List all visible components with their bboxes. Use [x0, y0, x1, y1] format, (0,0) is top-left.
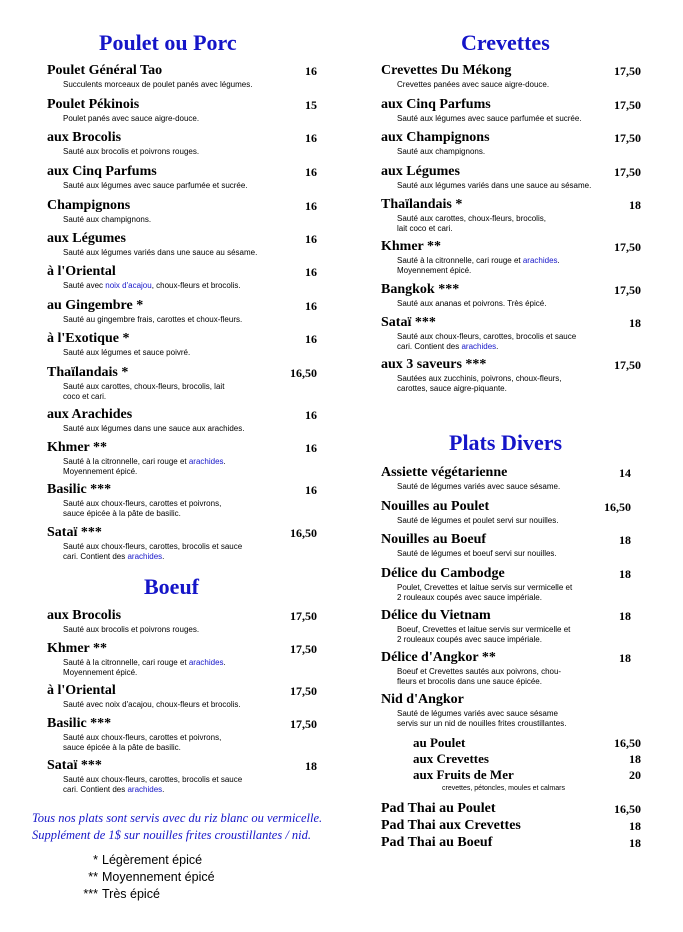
- menu-item-description: [63, 658, 226, 678]
- menu-item-description: Sauté aux brocolis et poivrons rouges.: [63, 625, 200, 634]
- description-text: Sauté aux choux-fleurs, carottes, brocolis et sauce cari. Contient des: [63, 775, 243, 794]
- legend-row: [52, 852, 215, 869]
- menu-item-price: 16: [305, 299, 317, 313]
- menu-item-description: Boeuf, Crevettes et laitue servis sur vermicelle et 2 rouleaux coupés avec sauce impériale.: [397, 625, 571, 644]
- menu-item-name: Pad Thai au Poulet: [381, 801, 496, 816]
- legend-stars: **: [88, 870, 98, 884]
- menu-item-description: [397, 332, 576, 352]
- menu-item-price: 17,50: [290, 717, 317, 731]
- menu-item-name: Délice du Cambodge: [381, 566, 505, 581]
- menu-item-price: 17,50: [614, 131, 641, 145]
- menu-item-name: à l'Oriental: [47, 264, 116, 279]
- description-text: .: [162, 785, 165, 794]
- menu-item-price: 17,50: [614, 64, 641, 78]
- description-text: . Moyennement épicé.: [63, 658, 226, 677]
- menu-item-name: aux 3 saveurs ***: [381, 357, 487, 372]
- menu-item-price: 16,50: [290, 366, 317, 380]
- menu-item-price: 18: [629, 198, 641, 212]
- description-text: Sauté aux choux-fleurs, carottes, brocolis et sauce cari. Contient des: [397, 332, 577, 351]
- menu-item-description: Sauté aux champignons.: [63, 215, 152, 224]
- menu-item-description: [63, 775, 242, 795]
- allergen-highlight: arachides: [461, 342, 497, 351]
- menu-item-name: au Poulet: [413, 735, 466, 750]
- menu-item-price: 16: [305, 64, 317, 78]
- menu-item-description: Sauté aux carottes, choux-fleurs, brocolis, lait coco et cari.: [63, 382, 225, 401]
- menu-item-name: aux Fruits de Mer: [413, 767, 514, 782]
- menu-item-price: 16: [305, 483, 317, 497]
- menu-item-price: 16: [305, 199, 317, 213]
- menu-item-name: Khmer **: [47, 641, 108, 656]
- menu-item-name: Sataï ***: [381, 315, 436, 330]
- menu-item-price: 17,50: [614, 240, 641, 254]
- menu-item-description: Sauté aux choux-fleurs, carottes et poivrons, sauce épicée à la pâte de basilic.: [63, 733, 222, 752]
- menu-item-price: 14: [619, 466, 631, 480]
- menu-item-price: 18: [619, 609, 631, 623]
- section-title-crevettes: Crevettes: [461, 30, 550, 55]
- menu-item-name: Basilic ***: [47, 482, 112, 497]
- legend-label: Très épicé: [102, 887, 160, 901]
- serving-note-line2: Supplément de 1$ sur nouilles frites croustillantes / nid.: [32, 828, 312, 842]
- menu-item-price: 18: [619, 533, 631, 547]
- serving-note: [32, 810, 322, 844]
- menu-item-name: aux Arachides: [47, 407, 133, 422]
- menu-item-name: au Gingembre *: [47, 298, 144, 313]
- menu-item-name: Nouilles au Poulet: [381, 499, 490, 514]
- menu-item-price: 15: [305, 98, 317, 112]
- menu-item-price: 16: [305, 131, 317, 145]
- menu-item-name: Khmer **: [47, 440, 108, 455]
- legend-label: Moyennement épicé: [102, 870, 215, 884]
- section-title-poulet: Poulet ou Porc: [99, 30, 237, 55]
- menu-item-description: Sauté aux carottes, choux-fleurs, brocolis, lait coco et cari.: [397, 214, 546, 233]
- menu-item-price: 16: [305, 441, 317, 455]
- menu-item-name: Bangkok ***: [381, 282, 460, 297]
- menu-item-description: Sauté de légumes et boeuf servi sur nouilles.: [397, 549, 557, 558]
- menu-item-price: 18: [619, 651, 631, 665]
- menu-item-name: aux Brocolis: [47, 130, 122, 145]
- menu-item-name: Nid d'Angkor: [381, 692, 464, 707]
- menu-item-description: Succulents morceaux de poulet panés avec légumes.: [63, 80, 253, 89]
- menu-item-price: 16: [305, 265, 317, 279]
- menu-item-price: 17,50: [614, 358, 641, 372]
- menu-item-price: 17,50: [290, 609, 317, 623]
- allergen-highlight: arachides: [127, 552, 163, 561]
- description-text: .: [496, 342, 499, 351]
- menu-item-description: Poulet, Crevettes et laitue servis sur vermicelle et 2 rouleaux coupés avec sauce impériale.: [397, 583, 573, 602]
- description-text: Sauté à la citronnelle, cari rouge et: [397, 256, 523, 265]
- menu-item-price: 17,50: [614, 98, 641, 112]
- description-text: Sauté aux choux-fleurs, carottes, brocolis et sauce cari. Contient des: [63, 542, 243, 561]
- menu-item-name: aux Crevettes: [413, 751, 489, 766]
- menu-item-description: Sauté aux champignons.: [397, 147, 486, 156]
- menu-item-description: Sauté aux légumes variés dans une sauce au sésame.: [397, 181, 592, 190]
- section-title-boeuf: Boeuf: [144, 574, 199, 599]
- menu-item-name: aux Cinq Parfums: [381, 97, 491, 112]
- menu-item-price: 20: [629, 768, 641, 782]
- menu-item-description: [63, 542, 242, 562]
- menu-item-price: 17,50: [614, 283, 641, 297]
- menu-item-name: aux Cinq Parfums: [47, 164, 157, 179]
- menu-item-price: 18: [629, 316, 641, 330]
- menu-item-description: Sauté aux choux-fleurs, carottes et poivrons, sauce épicée à la pâte de basilic.: [63, 499, 222, 518]
- fruits-de-mer-note: crevettes, pétoncles, moules et calmars: [442, 785, 565, 792]
- menu-item-description: Sauté aux légumes et sauce poivré.: [63, 348, 191, 357]
- description-text: .: [162, 552, 165, 561]
- legend-row: [52, 869, 215, 886]
- description-text: , choux-fleurs et brocolis.: [151, 281, 241, 290]
- menu-item-price: 16: [305, 232, 317, 246]
- legend-label: Légèrement épicé: [102, 853, 203, 867]
- menu-item-description: [397, 256, 560, 276]
- menu-item-name: Pad Thai aux Crevettes: [381, 818, 521, 833]
- menu-item-price: 18: [629, 752, 641, 766]
- menu-item-description: Crevettes panées avec sauce aigre-douce.: [397, 80, 550, 89]
- menu-item-name: Crevettes Du Mékong: [381, 63, 512, 78]
- description-text: . Moyennement épicé.: [63, 457, 226, 476]
- serving-note-line1: Tous nos plats sont servis avec du riz blanc ou vermicelle.: [32, 811, 323, 825]
- legend-stars: *: [93, 853, 98, 867]
- menu-item-price: 18: [305, 759, 317, 773]
- section-title-plats-divers: Plats Divers: [449, 430, 563, 455]
- menu-item-price: 17,50: [614, 165, 641, 179]
- menu-item-name: Pad Thai au Boeuf: [381, 835, 493, 850]
- menu-item-description: Sauté avec noix d'acajou, choux-fleurs et brocolis.: [63, 700, 241, 709]
- menu-item-price: 17,50: [290, 642, 317, 656]
- menu-item-name: Poulet Général Tao: [47, 63, 163, 78]
- menu-item-price: 16: [305, 165, 317, 179]
- menu-item-description: Sauté aux légumes variés dans une sauce au sésame.: [63, 248, 258, 257]
- menu-item-description: [63, 457, 226, 477]
- menu-item-name: Assiette végétarienne: [381, 465, 508, 480]
- legend-row: [52, 886, 215, 903]
- allergen-highlight: arachides: [188, 457, 224, 466]
- menu-item-name: aux Légumes: [381, 164, 460, 179]
- menu-item-name: Poulet Pékinois: [47, 97, 140, 112]
- allergen-highlight: arachides: [188, 658, 224, 667]
- menu-item-price: 16,50: [614, 802, 641, 816]
- right-column: [381, 0, 641, 932]
- menu-item-name: à l'Exotique *: [47, 331, 130, 346]
- menu-item-name: aux Champignons: [381, 130, 490, 145]
- allergen-highlight: arachides: [522, 256, 558, 265]
- menu-item-description: Sauté de légumes variés avec sauce sésame servis sur un nid de nouilles frites croustillantes.: [397, 709, 567, 728]
- menu-item-description: Sauté aux ananas et poivrons. Très épicé.: [397, 299, 547, 308]
- menu-item-name: Sataï ***: [47, 525, 102, 540]
- allergen-highlight: noix d'acajou: [105, 281, 152, 290]
- menu-item-price: 16,50: [604, 500, 631, 514]
- menu-item-description: Sauté de légumes variés avec sauce sésame.: [397, 482, 561, 491]
- menu-item-name: Thaïlandais *: [381, 197, 463, 212]
- menu-item-description: Poulet panés avec sauce aigre-douce.: [63, 114, 200, 123]
- menu-item-price: 16,50: [290, 526, 317, 540]
- menu-item-price: 18: [619, 567, 631, 581]
- description-text: Sauté à la citronnelle, cari rouge et: [63, 457, 189, 466]
- left-column: [47, 0, 317, 932]
- menu-item-name: Thaïlandais *: [47, 365, 129, 380]
- menu-item-description: [63, 281, 241, 291]
- menu-item-name: Basilic ***: [47, 716, 112, 731]
- menu-item-price: 18: [629, 836, 641, 850]
- menu-item-price: 16: [305, 332, 317, 346]
- menu-item-name: Nouilles au Boeuf: [381, 532, 487, 547]
- description-text: Sauté à la citronnelle, cari rouge et: [63, 658, 189, 667]
- menu-item-description: Sauté aux légumes avec sauce parfumée et sucrée.: [397, 114, 582, 123]
- menu-item-price: 18: [629, 819, 641, 833]
- menu-item-price: 17,50: [290, 684, 317, 698]
- legend-stars: ***: [83, 887, 98, 901]
- menu-item-description: Sauté aux brocolis et poivrons rouges.: [63, 147, 200, 156]
- menu-item-description: Sauté de légumes et poulet servi sur nouilles.: [397, 516, 559, 525]
- menu-item-description: Boeuf et Crevettes sautés aux poivrons, chou- fleurs et brocolis dans une sauce épicée.: [397, 667, 562, 686]
- menu-item-name: aux Légumes: [47, 231, 126, 246]
- menu-item-description: Sauté aux légumes avec sauce parfumée et sucrée.: [63, 181, 248, 190]
- menu-item-name: Délice d'Angkor **: [381, 650, 496, 665]
- menu-item-price: 16,50: [614, 736, 641, 750]
- menu-item-name: Sataï ***: [47, 758, 102, 773]
- menu-item-description: Sauté aux légumes dans une sauce aux arachides.: [63, 424, 245, 433]
- menu-item-description: Sauté au gingembre frais, carottes et choux-fleurs.: [63, 315, 243, 324]
- menu-item-name: Khmer **: [381, 239, 442, 254]
- menu-item-name: aux Brocolis: [47, 608, 122, 623]
- allergen-highlight: arachides: [127, 785, 163, 794]
- menu-item-name: Champignons: [47, 198, 131, 213]
- menu-item-name: à l'Oriental: [47, 683, 116, 698]
- description-text: Sauté avec: [63, 281, 106, 290]
- description-text: . Moyennement épicé.: [397, 256, 560, 275]
- menu-item-name: Délice du Vietnam: [381, 608, 491, 623]
- menu-item-price: 16: [305, 408, 317, 422]
- menu-item-description: Sautées aux zucchinis, poivrons, choux-fleurs, carottes, sauce aigre-piquante.: [397, 374, 562, 393]
- spice-legend: [52, 852, 215, 903]
